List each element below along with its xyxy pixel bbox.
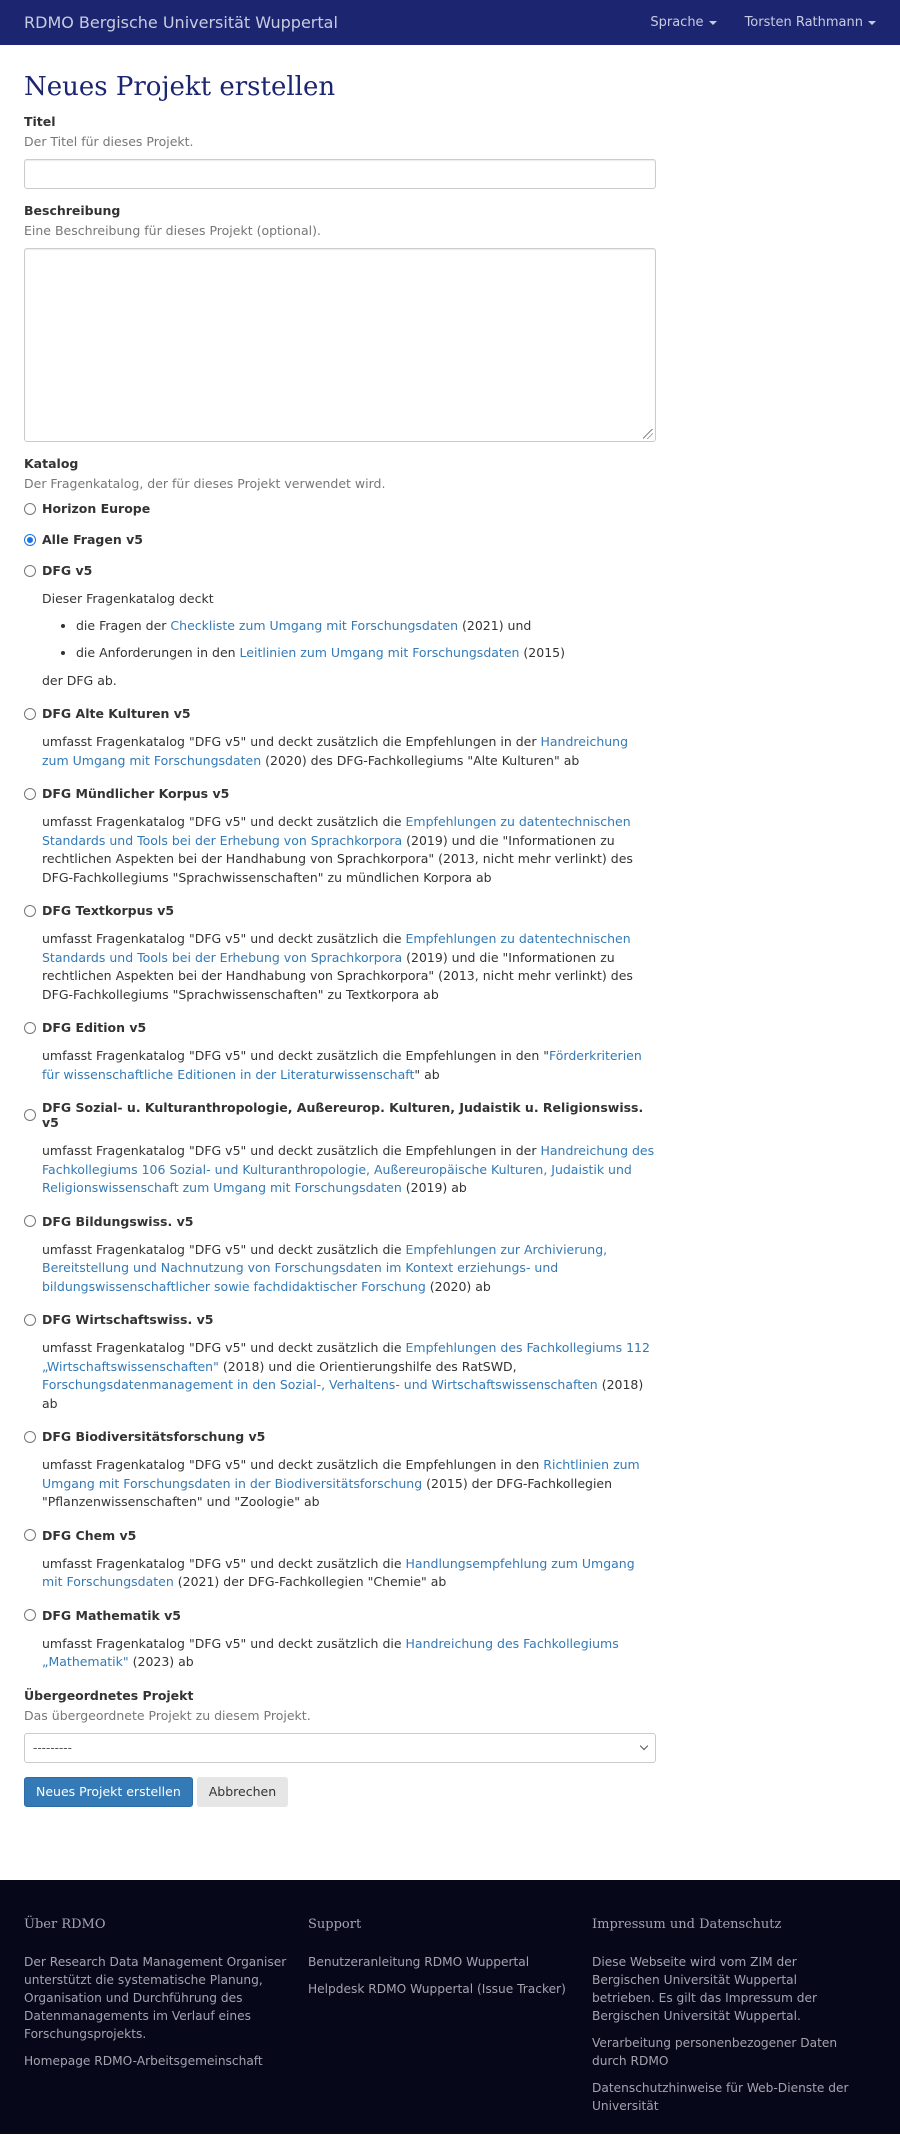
catalog-option-horizon-label[interactable] (24, 501, 656, 516)
description-link[interactable]: Handreichung des Fachkollegiums „Mathematik" (42, 1635, 619, 1669)
footer-link[interactable]: Verarbeitung personenbezogener Daten durch RDMO (592, 2035, 838, 2068)
language-dropdown[interactable] (650, 15, 716, 30)
footer (0, 1880, 900, 2134)
catalog-option-sozial (24, 1100, 656, 1198)
catalog-option-edition-label[interactable] (24, 1020, 656, 1035)
catalog-option-muendlicher-korpus (24, 786, 656, 887)
catalog-option-mathe-label[interactable] (24, 1608, 656, 1623)
description-textarea[interactable] (24, 248, 656, 442)
radio-button-checked[interactable] (24, 534, 36, 546)
catalog-option-name: DFG Textkorpus v5 (42, 903, 175, 918)
radio-button[interactable] (24, 1609, 36, 1621)
text: " ab (414, 1066, 440, 1082)
title-help: Der Titel für dieses Projekt. (24, 134, 194, 149)
radio-button[interactable] (24, 708, 36, 720)
catalog-label: Katalog (24, 456, 79, 471)
parent-project-help: Das übergeordnete Projekt zu diesem Projekt. (24, 1707, 311, 1723)
catalog-help: Der Fragenkatalog, der für dieses Projekt verwendet wird. (24, 476, 386, 491)
parent-project-select[interactable] (24, 1733, 656, 1763)
description-link[interactable]: Handreichung des Fachkollegiums 106 Sozial- und Kulturanthropologie, Außereuropäische Kulturen, Judaistik und Religionswissenschaft zum Umgang mit Forschungsdaten (42, 1143, 655, 1195)
text: (2018) ab (42, 1377, 644, 1411)
text: umfasst Fragenkatalog "DFG v5" und deckt zusätzlich die Empfehlungen in der (42, 1143, 541, 1158)
checkliste-link[interactable]: Checkliste zum Umgang mit Forschungsdaten (170, 617, 459, 633)
page-title: Neues Projekt erstellen (24, 72, 336, 102)
catalog-option-description (42, 1456, 656, 1512)
footer-support (308, 1917, 592, 2134)
radio-button[interactable] (24, 1314, 36, 1326)
catalog-option-bildung (24, 1214, 656, 1297)
catalog-option-name: DFG Mündlicher Korpus v5 (42, 786, 230, 801)
text: umfasst Fragenkatalog "DFG v5" und deckt zusätzlich die (42, 931, 406, 946)
user-label: Torsten Rathmann (744, 15, 863, 30)
form-buttons (24, 1777, 656, 1807)
text: (2020) des DFG-Fachkollegiums "Alte Kulturen" ab (261, 752, 580, 768)
description-intro: Dieser Fragenkatalog deckt (42, 591, 214, 606)
radio-button[interactable] (24, 1431, 36, 1443)
catalog-option-name: DFG Edition v5 (42, 1020, 147, 1035)
title-label: Titel (24, 114, 56, 129)
description-label: Beschreibung (24, 203, 121, 218)
catalog-option-muendlich-label[interactable] (24, 786, 656, 801)
title-input[interactable] (24, 159, 656, 189)
catalog-option-dfg (24, 563, 656, 690)
catalog-option-dfg-label[interactable] (24, 563, 656, 578)
title-group (24, 114, 656, 189)
footer-link[interactable]: Datenschutzhinweise für Web-Dienste der Universität (592, 2080, 849, 2113)
navbar (0, 0, 900, 45)
radio-button[interactable] (24, 1109, 36, 1121)
text: umfasst Fragenkatalog "DFG v5" und deckt zusätzlich die Empfehlungen in der (42, 734, 541, 749)
list-item (76, 644, 656, 663)
catalog-option-bildung-label[interactable] (24, 1214, 656, 1229)
catalog-option-name: DFG Wirtschaftswiss. v5 (42, 1312, 214, 1327)
navbar-right (650, 15, 876, 30)
catalog-option-description (42, 590, 656, 690)
radio-button[interactable] (24, 1215, 36, 1227)
catalog-option-description (42, 1047, 656, 1084)
language-label: Sprache (650, 15, 704, 30)
catalog-option-alle-label[interactable] (24, 532, 656, 547)
catalog-option-name: DFG Bildungswiss. v5 (42, 1213, 194, 1229)
catalog-option-chem-label[interactable] (24, 1528, 656, 1543)
catalog-option-description (42, 1635, 656, 1672)
catalog-option-name: DFG Chem v5 (42, 1527, 137, 1543)
radio-button[interactable] (24, 1022, 36, 1034)
caret-down-icon (868, 21, 876, 25)
catalog-option-name: DFG Mathematik v5 (42, 1607, 181, 1623)
text: (2021) der DFG-Fachkollegien "Chemie" ab (173, 1574, 447, 1589)
catalog-option-alte-label[interactable] (24, 706, 656, 721)
caret-down-icon (709, 21, 717, 25)
parent-project-label: Übergeordnetes Projekt (24, 1687, 194, 1703)
catalog-option-wirtschaft (24, 1312, 656, 1413)
catalog-option-horizon (24, 501, 656, 516)
catalog-option-name: DFG Alte Kulturen v5 (42, 706, 191, 721)
select-value: --------- (33, 1740, 72, 1755)
catalog-option-textkorpus (24, 903, 656, 1004)
catalog-option-description (42, 813, 656, 887)
text: (2015) (519, 645, 565, 660)
description-link[interactable]: Empfehlungen zu datentechnischen Standards und Tools bei der Erhebung von Sprachkorpora (42, 931, 631, 965)
radio-button[interactable] (24, 788, 36, 800)
footer-heading: Impressum und Datenschutz (592, 1916, 782, 1932)
footer-link[interactable]: Helpdesk RDMO Wuppertal (Issue Tracker) (308, 1981, 566, 1996)
catalog-option-bio-label[interactable] (24, 1429, 656, 1444)
main-content (0, 72, 680, 1807)
cancel-button[interactable]: Abbrechen (197, 1777, 288, 1807)
catalog-option-name: DFG v5 (42, 563, 93, 578)
description-link[interactable]: Empfehlungen zur Archivierung, Bereitstellung und Nachnutzung von Forschungsdaten im Kontext erziehungs- und bildungswissenschaftlicher sowie fachdidaktischer Forschung (42, 1241, 608, 1294)
description-group (24, 203, 656, 442)
footer-link[interactable]: Benutzeranleitung RDMO Wuppertal (308, 1954, 530, 1969)
footer-impressum (592, 1917, 876, 2134)
catalog-option-alle (24, 532, 656, 547)
catalog-option-text-label[interactable] (24, 903, 656, 918)
text: umfasst Fragenkatalog "DFG v5" und deckt zusätzlich die Empfehlungen in den (42, 1457, 544, 1472)
catalog-option-edition (24, 1020, 656, 1084)
catalog-option-alte-kulturen (24, 706, 656, 770)
text: (2019) ab (401, 1180, 467, 1195)
footer-heading: Support (308, 1916, 362, 1932)
radio-button[interactable] (24, 905, 36, 917)
description-link[interactable]: Förderkriterien für wissenschaftliche Editionen in der Literaturwissenschaft (42, 1048, 642, 1082)
leitlinien-link[interactable]: Leitlinien zum Umgang mit Forschungsdaten (239, 645, 520, 660)
catalog-option-wirtschaft-label[interactable] (24, 1312, 656, 1327)
brand-link[interactable]: RDMO Bergische Universität Wuppertal (24, 13, 338, 32)
catalog-option-description (42, 930, 656, 1004)
text: die Anforderungen in den (76, 645, 240, 660)
create-project-button[interactable]: Neues Projekt erstellen (24, 1777, 193, 1807)
catalog-option-sozial-label[interactable] (24, 1100, 656, 1130)
user-dropdown[interactable] (745, 15, 876, 30)
description-link[interactable]: Empfehlungen zu datentechnischen Standards und Tools bei der Erhebung von Sprachkorpora (42, 814, 631, 848)
description-link[interactable]: Handreichung zum Umgang mit Forschungsdaten (42, 734, 629, 768)
text: die Fragen der (76, 617, 171, 633)
radio-button[interactable] (24, 565, 36, 577)
footer-text: Diese Webseite wird vom ZIM der Bergischen Universität Wuppertal betrieben. Es gilt das Impressum der Bergischen Universität Wuppertal. (592, 1954, 817, 2023)
text: umfasst Fragenkatalog "DFG v5" und deckt zusätzlich die (42, 1555, 406, 1571)
catalog-option-name: DFG Sozial- u. Kulturanthropologie, Außereurop. Kulturen, Judaistik u. Religionswiss. v5 (42, 1100, 644, 1130)
text: (2015) der DFG-Fachkollegien "Pflanzenwissenschaften" und "Zoologie" ab (42, 1475, 613, 1509)
description-link[interactable]: Handlungsempfehlung zum Umgang mit Forschungsdaten (42, 1555, 635, 1589)
text: (2018) und die Orientierungshilfe des RatSWD, (218, 1358, 517, 1374)
description-link-2[interactable]: Forschungsdatenmanagement in den Sozial-, Verhaltens- und Wirtschaftswissenschaften (42, 1377, 598, 1392)
footer-heading: Über RDMO (24, 1916, 106, 1932)
description-list (42, 617, 656, 663)
text: (2020) ab (425, 1278, 491, 1294)
description-link[interactable]: Empfehlungen des Fachkollegiums 112 „Wirtschaftswissenschaften" (42, 1340, 650, 1374)
text: (2019) und die "Informationen zu rechtlichen Aspekten bei der Handhabung von Sprachkorpora" (2013, nicht mehr verlinkt) des DFG-Fachkollegiums "Sprachwissenschaften" zu mündlichen Korpora ab (42, 832, 633, 885)
catalog-option-chem (24, 1528, 656, 1592)
catalog-option-description (42, 1142, 656, 1198)
radio-button[interactable] (24, 503, 36, 515)
text: umfasst Fragenkatalog "DFG v5" und deckt zusätzlich die Empfehlungen in den " (42, 1048, 550, 1063)
catalog-option-name: Horizon Europe (42, 501, 151, 516)
footer-text: Der Research Data Management Organiser unterstützt die systematische Planung, Organisation und Durchführung des Datenmanagements im Verlauf eines Forschungsprojekts. (24, 1954, 287, 2041)
resize-handle-icon[interactable] (643, 429, 653, 439)
footer-link[interactable]: Homepage RDMO-Arbeitsgemeinschaft (24, 2053, 263, 2068)
chevron-down-icon (640, 1742, 648, 1750)
text: umfasst Fragenkatalog "DFG v5" und deckt zusätzlich die (42, 1241, 406, 1257)
text: umfasst Fragenkatalog "DFG v5" und deckt zusätzlich die (42, 814, 406, 829)
catalog-option-mathe (24, 1608, 656, 1672)
description-link[interactable]: Richtlinien zum Umgang mit Forschungsdaten in der Biodiversitätsforschung (42, 1457, 640, 1491)
footer-about (24, 1917, 308, 2134)
text: (2019) und die "Informationen zu rechtlichen Aspekten bei der Handhabung von Sprachkorpora" (2013, nicht mehr verlinkt) des DFG-Fachkollegiums "Sprachwissenschaften" zu Textkorpora ab (42, 949, 633, 1002)
text: (2023) ab (128, 1654, 194, 1669)
text: umfasst Fragenkatalog "DFG v5" und deckt zusätzlich die (42, 1635, 406, 1651)
catalog-option-description (42, 1339, 656, 1413)
catalog-option-description (42, 1241, 656, 1297)
radio-button[interactable] (24, 1529, 36, 1541)
catalog-option-name: DFG Biodiversitätsforschung v5 (42, 1429, 266, 1444)
description-outro: der DFG ab. (42, 672, 117, 688)
catalog-option-description (42, 1555, 656, 1592)
text: (2021) und (458, 617, 532, 633)
catalog-option-bio (24, 1429, 656, 1512)
description-help: Eine Beschreibung für dieses Projekt (optional). (24, 223, 321, 238)
text: umfasst Fragenkatalog "DFG v5" und deckt zusätzlich die (42, 1340, 406, 1355)
list-item (76, 617, 656, 636)
catalog-option-description (42, 733, 656, 770)
parent-project-group (24, 1688, 656, 1763)
catalog-group (24, 456, 656, 1672)
catalog-option-name: Alle Fragen v5 (42, 532, 143, 547)
